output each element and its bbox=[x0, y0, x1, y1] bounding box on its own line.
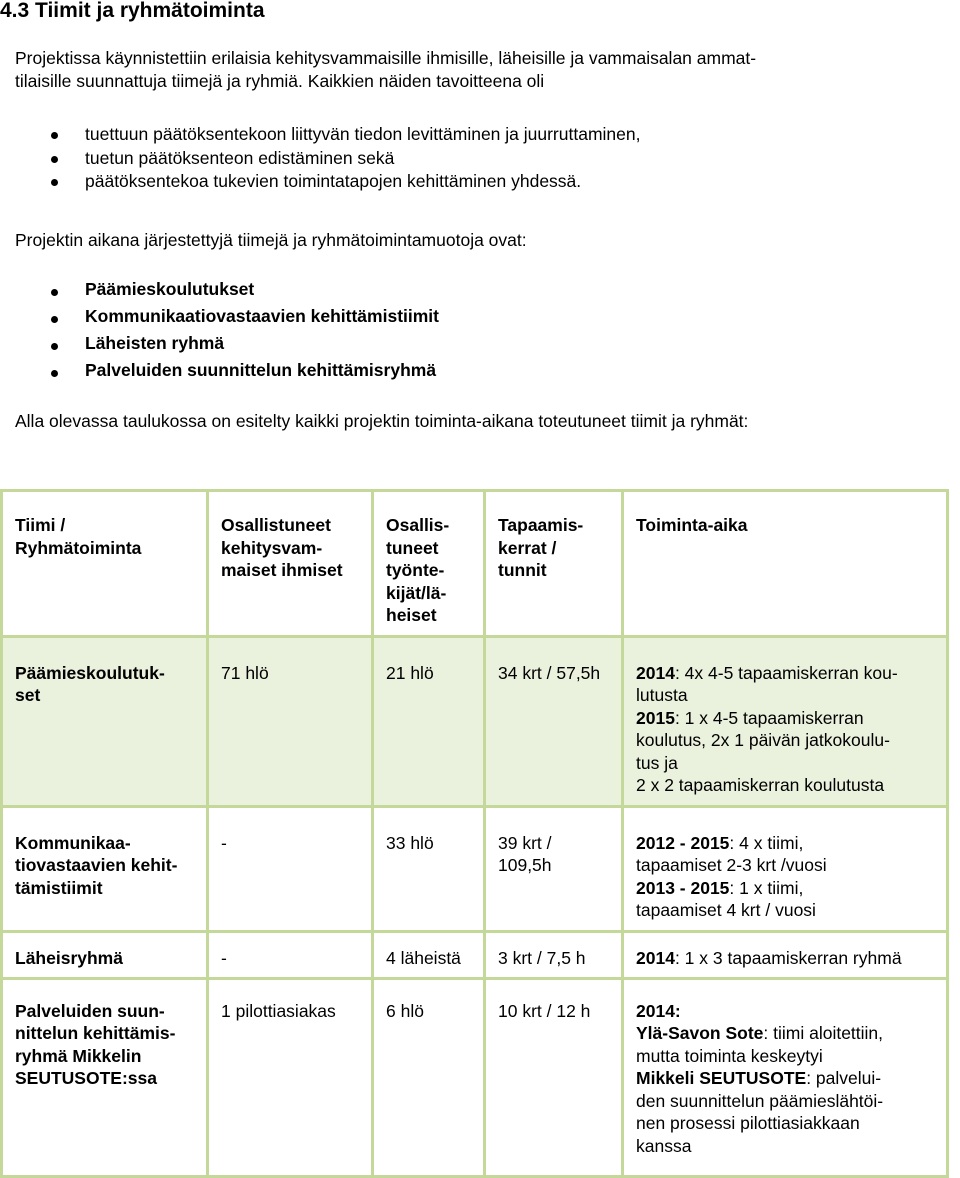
cell-text: 2 x 2 tapaamiskerran koulutusta bbox=[636, 775, 885, 795]
cell-line: Päämieskoulutuk- bbox=[15, 662, 165, 683]
cell-team bbox=[2, 978, 208, 1176]
cell-line: SEUTUSOTE:ssa bbox=[15, 1068, 157, 1088]
cell-line bbox=[636, 1112, 940, 1135]
cell-text: : palvelui- bbox=[806, 1068, 882, 1088]
cell-text: : 4 x tiimi, bbox=[729, 832, 804, 853]
cell-line bbox=[636, 947, 940, 970]
cell-line bbox=[636, 729, 940, 752]
cell-line bbox=[636, 899, 940, 922]
goals-list bbox=[0, 123, 640, 194]
cell-text: : 1 x 3 tapaamiskerran ryhmä bbox=[674, 947, 902, 968]
goal-text: tuetun päätöksenteon edistäminen sekä bbox=[85, 147, 395, 168]
header-workers bbox=[373, 491, 485, 637]
cell-text: kanssa bbox=[636, 1135, 692, 1156]
cell-line: Osallistuneet bbox=[221, 515, 331, 535]
goal-item bbox=[0, 147, 640, 171]
goal-text: päätöksentekoa tukevien toimintatapojen kehittäminen yhdessä. bbox=[85, 171, 582, 191]
table-row bbox=[2, 636, 948, 806]
cell-team bbox=[2, 806, 208, 931]
cell-line: 34 krt / 57,5h bbox=[498, 662, 601, 683]
cell-line: tiovastaavien kehit- bbox=[15, 855, 178, 875]
cell-participants: 71 hlö bbox=[208, 636, 373, 806]
intro-paragraph bbox=[15, 47, 938, 93]
cell-line: Tapaamis- bbox=[498, 515, 584, 535]
cell-line bbox=[636, 877, 940, 900]
table-header-row bbox=[2, 491, 948, 637]
cell-meetings bbox=[485, 636, 623, 806]
cell-line bbox=[636, 1022, 940, 1045]
cell-text: : 1 x tiimi, bbox=[729, 877, 804, 898]
cell-line: maiset ihmiset bbox=[221, 560, 343, 580]
cell-meetings bbox=[485, 931, 623, 978]
cell-line: set bbox=[15, 685, 41, 705]
cell-workers: 6 hlö bbox=[373, 978, 485, 1176]
bullet-icon bbox=[51, 289, 58, 296]
form-text: Läheisten ryhmä bbox=[85, 333, 225, 353]
cell-line: heiset bbox=[386, 605, 437, 625]
cell-line: Palveluiden suun- bbox=[15, 1000, 165, 1021]
cell-line bbox=[636, 1067, 940, 1090]
form-text: Kommunikaatiovastaavien kehittämistiimit bbox=[85, 306, 439, 326]
cell-period bbox=[623, 636, 948, 806]
cell-line: tämistiimit bbox=[15, 877, 103, 898]
bullet-icon bbox=[51, 132, 58, 139]
cell-text: lutusta bbox=[636, 685, 688, 705]
goal-item bbox=[0, 170, 640, 194]
teams-table bbox=[0, 489, 949, 1178]
cell-line: Osallis- bbox=[386, 515, 450, 535]
year-label: 2014: bbox=[636, 1000, 681, 1021]
cell-line: 109,5h bbox=[498, 855, 552, 875]
cell-participants: 1 pilottiasiakas bbox=[208, 978, 373, 1176]
cell-line: nittelun kehittämis- bbox=[15, 1023, 176, 1043]
goal-text: tuettuun päätöksentekoon liittyvän tiedon levittäminen ja juurruttaminen, bbox=[85, 124, 641, 144]
year-label: 2014 bbox=[636, 947, 675, 968]
cell-line: 10 krt / 12 h bbox=[498, 1000, 591, 1021]
header-participants bbox=[208, 491, 373, 637]
header-meetings bbox=[485, 491, 623, 637]
cell-text: tapaamiset 2-3 krt /vuosi bbox=[636, 855, 827, 875]
form-item bbox=[0, 305, 439, 332]
cell-line bbox=[636, 854, 940, 877]
intro-line: tilaisille suunnattuja tiimejä ja ryhmiä. Kaikkien näiden tavoitteena oli bbox=[15, 71, 545, 91]
cell-participants: - bbox=[208, 806, 373, 931]
cell-line bbox=[636, 1045, 940, 1068]
cell-text: nen prosessi pilottiasiakkaan bbox=[636, 1113, 860, 1133]
year-label: Mikkeli SEUTUSOTE bbox=[636, 1068, 807, 1088]
year-label: Ylä-Savon Sote bbox=[636, 1023, 764, 1043]
table-row bbox=[2, 931, 948, 978]
forms-intro: Projektin aikana järjestettyjä tiimejä ja ryhmätoimintamuotoja ovat: bbox=[15, 230, 527, 250]
year-label: 2013 - 2015 bbox=[636, 877, 730, 898]
year-label: 2012 - 2015 bbox=[636, 832, 730, 853]
cell-line: kijät/lä- bbox=[386, 582, 447, 603]
bullet-icon bbox=[51, 156, 58, 163]
bullet-icon bbox=[51, 343, 58, 350]
cell-workers: 21 hlö bbox=[373, 636, 485, 806]
form-item bbox=[0, 332, 439, 359]
cell-line: ryhmä Mikkelin bbox=[15, 1045, 142, 1066]
bullet-icon bbox=[51, 316, 58, 323]
cell-line: työnte- bbox=[386, 560, 445, 580]
intro-line: Projektissa käynnistettiin erilaisia kehitysvammaisille ihmisille, läheisille ja vammaisalan ammat- bbox=[15, 48, 757, 68]
cell-line: kehitysvam- bbox=[221, 537, 323, 558]
section-heading: 4.3 Tiimit ja ryhmätoiminta bbox=[0, 0, 265, 22]
cell-text: : tiimi aloitettiin, bbox=[763, 1023, 884, 1043]
form-item bbox=[0, 278, 439, 305]
cell-line: 39 krt / bbox=[498, 832, 552, 853]
cell-line: Läheisryhmä bbox=[15, 947, 123, 968]
table-intro: Alla olevassa taulukossa on esitelty kaikki projektin toiminta-aikana toteutuneet tiimit ja ryhmät: bbox=[15, 411, 749, 431]
cell-workers: 33 hlö bbox=[373, 806, 485, 931]
table-row bbox=[2, 978, 948, 1176]
cell-line bbox=[636, 1000, 940, 1023]
cell-text: den suunnittelun päämieslähtöi- bbox=[636, 1090, 884, 1111]
cell-text: : 4x 4-5 tapaamiskerran kou- bbox=[674, 662, 898, 683]
cell-line bbox=[636, 684, 940, 707]
cell-line bbox=[636, 832, 940, 855]
goal-item bbox=[0, 123, 640, 147]
cell-line bbox=[636, 1135, 940, 1158]
year-label: 2014 bbox=[636, 662, 675, 683]
bullet-icon bbox=[51, 179, 58, 186]
cell-line: kerrat / bbox=[498, 537, 557, 558]
cell-period bbox=[623, 978, 948, 1176]
cell-text: tus ja bbox=[636, 752, 678, 773]
cell-line bbox=[636, 752, 940, 775]
cell-team bbox=[2, 931, 208, 978]
cell-line: Kommunikaa- bbox=[15, 832, 131, 853]
cell-line: Toiminta-aika bbox=[636, 515, 748, 535]
cell-participants: - bbox=[208, 931, 373, 978]
form-text: Päämieskoulutukset bbox=[85, 279, 255, 299]
cell-text: : 1 x 4-5 tapaamiskerran bbox=[674, 707, 864, 728]
year-label: 2015 bbox=[636, 707, 675, 728]
header-period bbox=[623, 491, 948, 637]
cell-meetings bbox=[485, 978, 623, 1176]
cell-line: tuneet bbox=[386, 537, 439, 558]
bullet-icon bbox=[51, 370, 58, 377]
cell-meetings bbox=[485, 806, 623, 931]
cell-line bbox=[636, 707, 940, 730]
cell-text: tapaamiset 4 krt / vuosi bbox=[636, 900, 816, 920]
cell-text: koulutus, 2x 1 päivän jatkokoulu- bbox=[636, 730, 890, 750]
table-row bbox=[2, 806, 948, 931]
cell-workers: 4 läheistä bbox=[373, 931, 485, 978]
cell-period bbox=[623, 931, 948, 978]
cell-line: 3 krt / 7,5 h bbox=[498, 947, 586, 968]
header-team bbox=[2, 491, 208, 637]
cell-line bbox=[636, 774, 940, 797]
cell-line bbox=[636, 1090, 940, 1113]
forms-list bbox=[0, 278, 439, 386]
cell-line bbox=[636, 662, 940, 685]
form-item bbox=[0, 359, 439, 386]
cell-line: tunnit bbox=[498, 560, 547, 580]
cell-team bbox=[2, 636, 208, 806]
cell-line: Tiimi / bbox=[15, 515, 66, 535]
cell-text: mutta toiminta keskeytyi bbox=[636, 1045, 823, 1066]
form-text: Palveluiden suunnittelun kehittämisryhmä bbox=[85, 360, 437, 380]
cell-period bbox=[623, 806, 948, 931]
cell-line: Ryhmätoiminta bbox=[15, 537, 142, 558]
